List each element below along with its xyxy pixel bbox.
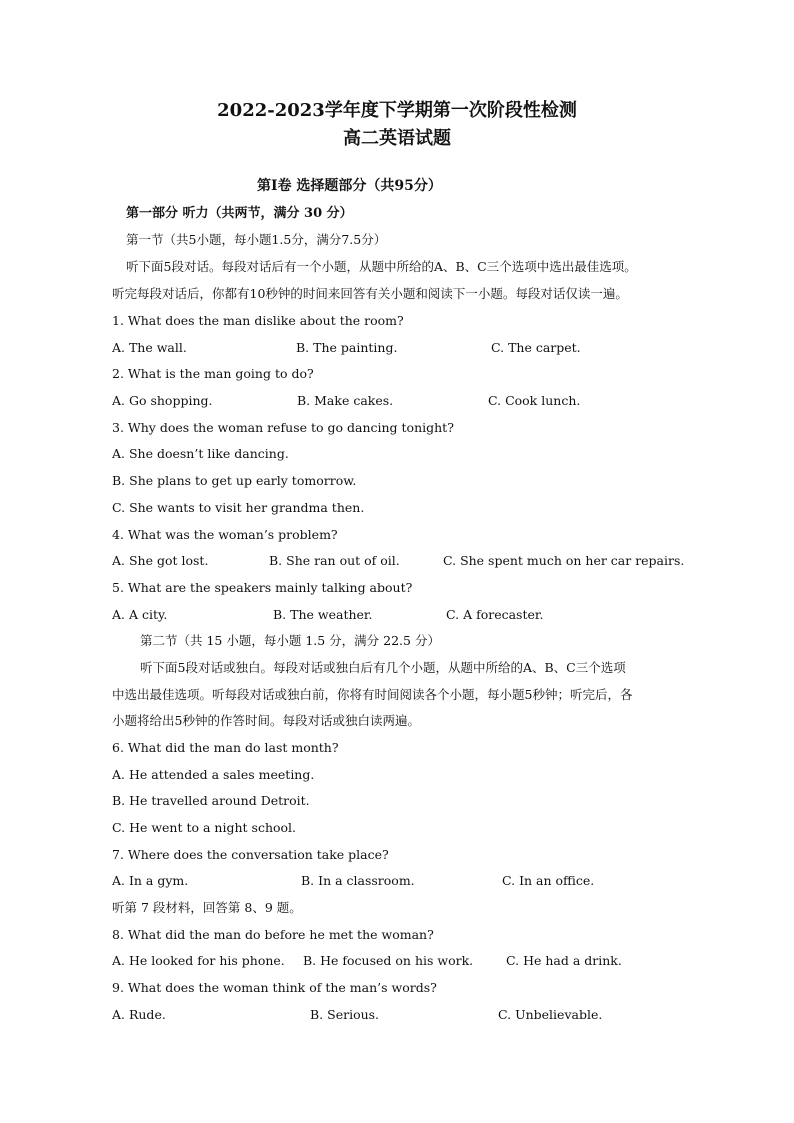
question-1-option-c: C. The carpet.: [491, 340, 581, 355]
section2-instruction-line3: 小题将给出5秒钟的作答时间。每段对话或独白读两遍。: [112, 713, 420, 728]
question-5-stem: 5. What are the speakers mainly talking about?: [112, 580, 413, 595]
question-6-option-b: B. He travelled around Detroit.: [112, 793, 310, 808]
question-5-option-c: C. A forecaster.: [446, 607, 544, 622]
question-3-option-b: B. She plans to get up early tomorrow.: [112, 473, 357, 488]
question-5-option-a: A. A city.: [112, 607, 168, 622]
question-9-option-a: A. Rude.: [112, 1007, 166, 1022]
question-2-option-c: C. Cook lunch.: [488, 393, 581, 408]
question-4-option-c: C. She spent much on her car repairs.: [443, 553, 685, 568]
question-2-option-b: B. Make cakes.: [297, 393, 394, 408]
question-4-stem: 4. What was the woman’s problem?: [112, 527, 338, 542]
section2-instruction-line2: 中选出最佳选项。听每段对话或独白前，你将有时间阅读各个小题，每小题5秒钟；听完后，各: [112, 687, 633, 702]
question-9-option-c: C. Unbelievable.: [498, 1007, 603, 1022]
question-1-option-a: A. The wall.: [112, 340, 187, 355]
question-3-option-a: A. She doesn’t like dancing.: [112, 446, 289, 461]
question-2-stem: 2. What is the man going to do?: [112, 366, 314, 381]
section2-heading: 第二节（共 15 小题，每小题 1.5 分，满分 22.5 分）: [140, 633, 440, 648]
volume-title: 第Ⅰ卷 选择题部分（共95分）: [257, 178, 442, 194]
question-4-option-b: B. She ran out of oil.: [269, 553, 400, 568]
question-9-option-b: B. Serious.: [310, 1007, 380, 1022]
question-3-option-c: C. She wants to visit her grandma then.: [112, 500, 365, 515]
section1-instruction-line2: 听完每段对话后，你都有10秒钟的时间来回答有关小题和阅读下一小题。每段对话仅读一遍。: [112, 286, 628, 301]
material-note: 听第 7 段材料，回答第 8、9 题。: [112, 900, 302, 915]
question-1-stem: 1. What does the man dislike about the room?: [112, 313, 404, 328]
exam-subtitle: 高二英语试题: [343, 128, 451, 149]
section1-heading: 第一节（共5小题，每小题1.5分，满分7.5分）: [126, 232, 387, 247]
question-7-option-c: C. In an office.: [502, 873, 595, 888]
question-8-option-c: C. He had a drink.: [506, 953, 622, 968]
question-8-option-a: A. He looked for his phone.: [112, 953, 285, 968]
question-4-option-a: A. She got lost.: [112, 553, 209, 568]
question-1-option-b: B. The painting.: [296, 340, 398, 355]
exam-title: 2022-2023学年度下学期第一次阶段性检测: [217, 100, 577, 121]
section2-instruction-line1: 听下面5段对话或独白。每段对话或独白后有几个小题，从题中所给的A、B、C三个选项: [140, 660, 626, 675]
question-8-stem: 8. What did the man do before he met the woman?: [112, 927, 434, 942]
question-3-stem: 3. Why does the woman refuse to go dancing tonight?: [112, 420, 454, 435]
question-6-option-a: A. He attended a sales meeting.: [112, 767, 315, 782]
question-7-option-b: B. In a classroom.: [301, 873, 415, 888]
question-7-stem: 7. Where does the conversation take place?: [112, 847, 389, 862]
question-6-stem: 6. What did the man do last month?: [112, 740, 339, 755]
question-9-stem: 9. What does the woman think of the man’s words?: [112, 980, 437, 995]
part1-heading: 第一部分 听力（共两节，满分 30 分）: [126, 206, 353, 221]
question-6-option-c: C. He went to a night school.: [112, 820, 297, 835]
question-5-option-b: B. The weather.: [273, 607, 373, 622]
question-2-option-a: A. Go shopping.: [112, 393, 213, 408]
question-7-option-a: A. In a gym.: [112, 873, 189, 888]
question-8-option-b: B. He focused on his work.: [303, 953, 474, 968]
section1-instruction-line1: 听下面5段对话。每段对话后有一个小题，从题中所给的A、B、C三个选项中选出最佳选项。: [126, 259, 637, 274]
